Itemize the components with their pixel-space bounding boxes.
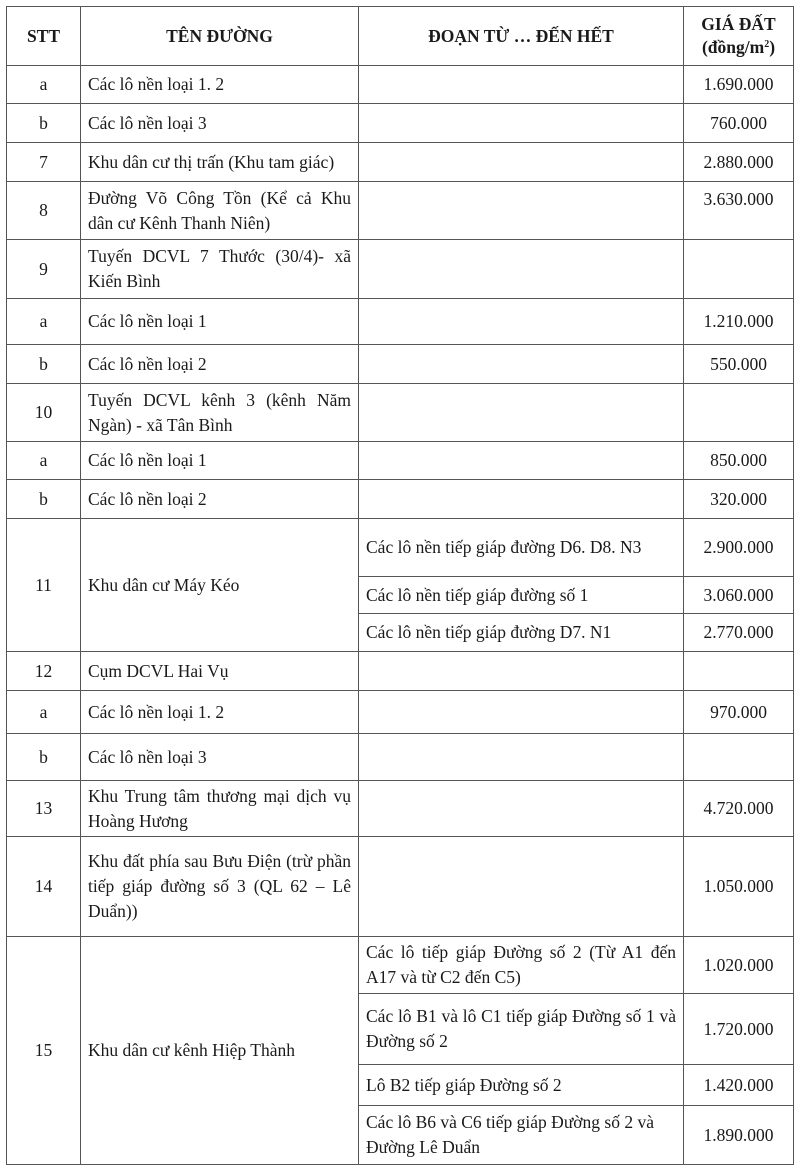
table-row xyxy=(7,734,794,781)
cell-stt: 12 xyxy=(7,652,81,691)
cell-segment: Các lô nền tiếp giáp đường số 1 xyxy=(359,577,684,614)
cell-price: 1.020.000 xyxy=(684,937,794,994)
table-row xyxy=(7,442,794,480)
table-row xyxy=(7,299,794,345)
cell-street-name: Cụm DCVL Hai Vụ xyxy=(81,652,359,691)
table-row xyxy=(7,781,794,837)
cell-street-name: Tuyến DCVL kênh 3 (kênh Năm Ngàn) - xã Tân Bình xyxy=(81,384,359,442)
cell-price: 1.210.000 xyxy=(684,299,794,345)
cell-price: 2.770.000 xyxy=(684,614,794,652)
cell-street-name: Khu Trung tâm thương mại dịch vụ Hoàng Hương xyxy=(81,781,359,837)
cell-price xyxy=(684,734,794,781)
cell-segment: Các lô nền tiếp giáp đường D6. D8. N3 xyxy=(359,519,684,577)
cell-stt: a xyxy=(7,442,81,480)
cell-street-name: Các lô nền loại 3 xyxy=(81,734,359,781)
cell-segment: Các lô nền tiếp giáp đường D7. N1 xyxy=(359,614,684,652)
header-row xyxy=(7,7,794,66)
cell-segment xyxy=(359,143,684,182)
cell-segment xyxy=(359,66,684,104)
land-price-table xyxy=(6,6,794,1165)
cell-stt: 7 xyxy=(7,143,81,182)
cell-segment xyxy=(359,734,684,781)
cell-street-name: Các lô nền loại 1 xyxy=(81,299,359,345)
cell-stt: 14 xyxy=(7,837,81,937)
table-row xyxy=(7,182,794,240)
cell-street-name: Các lô nền loại 1. 2 xyxy=(81,691,359,734)
cell-price: 2.900.000 xyxy=(684,519,794,577)
cell-street-name: Các lô nền loại 1. 2 xyxy=(81,66,359,104)
cell-price: 1.720.000 xyxy=(684,994,794,1065)
cell-stt: 11 xyxy=(7,519,81,652)
cell-street-name: Khu dân cư Máy Kéo xyxy=(81,519,359,652)
table-row xyxy=(7,837,794,937)
cell-stt: a xyxy=(7,691,81,734)
cell-segment: Các lô B6 và C6 tiếp giáp Đường số 2 và Đường Lê Duẩn xyxy=(359,1106,684,1165)
cell-street-name: Các lô nền loại 3 xyxy=(81,104,359,143)
cell-price xyxy=(684,384,794,442)
cell-segment xyxy=(359,299,684,345)
cell-price: 4.720.000 xyxy=(684,781,794,837)
table-row xyxy=(7,937,794,994)
cell-stt: a xyxy=(7,66,81,104)
cell-segment: Các lô tiếp giáp Đường số 2 (Từ A1 đến A17 và từ C2 đến C5) xyxy=(359,937,684,994)
cell-segment xyxy=(359,104,684,143)
table-row xyxy=(7,104,794,143)
cell-price: 1.050.000 xyxy=(684,837,794,937)
cell-price: 850.000 xyxy=(684,442,794,480)
cell-segment xyxy=(359,837,684,937)
cell-price: 550.000 xyxy=(684,345,794,384)
cell-stt: 10 xyxy=(7,384,81,442)
cell-price: 1.420.000 xyxy=(684,1065,794,1106)
cell-segment xyxy=(359,384,684,442)
cell-stt: b xyxy=(7,734,81,781)
cell-street-name: Khu dân cư thị trấn (Khu tam giác) xyxy=(81,143,359,182)
cell-segment xyxy=(359,345,684,384)
cell-segment xyxy=(359,480,684,519)
cell-price: 3.630.000 xyxy=(684,182,794,240)
cell-street-name: Đường Võ Công Tồn (Kể cả Khu dân cư Kênh Thanh Niên) xyxy=(81,182,359,240)
table-row xyxy=(7,519,794,577)
cell-price: 320.000 xyxy=(684,480,794,519)
cell-stt: 15 xyxy=(7,937,81,1165)
cell-stt: 8 xyxy=(7,182,81,240)
cell-segment xyxy=(359,182,684,240)
cell-price: 2.880.000 xyxy=(684,143,794,182)
header-street-name: TÊN ĐƯỜNG xyxy=(81,7,359,66)
cell-price: 1.890.000 xyxy=(684,1106,794,1165)
header-price xyxy=(684,7,794,66)
table-row xyxy=(7,691,794,734)
cell-price: 760.000 xyxy=(684,104,794,143)
table-row xyxy=(7,384,794,442)
cell-price: 3.060.000 xyxy=(684,577,794,614)
cell-stt: a xyxy=(7,299,81,345)
cell-street-name: Các lô nền loại 1 xyxy=(81,442,359,480)
cell-segment xyxy=(359,240,684,299)
cell-street-name: Tuyến DCVL 7 Thước (30/4)- xã Kiến Bình xyxy=(81,240,359,299)
cell-segment: Các lô B1 và lô C1 tiếp giáp Đường số 1 và Đường số 2 xyxy=(359,994,684,1065)
header-segment: ĐOẠN TỪ … ĐẾN HẾT xyxy=(359,7,684,66)
header-price-unit: $(đồng/m^2)$ xyxy=(701,37,776,57)
header-stt: STT xyxy=(7,7,81,66)
table-row xyxy=(7,345,794,384)
table-row xyxy=(7,143,794,182)
cell-stt: 13 xyxy=(7,781,81,837)
table-row xyxy=(7,480,794,519)
table-row xyxy=(7,240,794,299)
cell-segment xyxy=(359,781,684,837)
cell-street-name: Các lô nền loại 2 xyxy=(81,345,359,384)
cell-stt: b xyxy=(7,345,81,384)
table-row xyxy=(7,652,794,691)
cell-street-name: Các lô nền loại 2 xyxy=(81,480,359,519)
cell-segment xyxy=(359,691,684,734)
cell-price: 1.690.000 xyxy=(684,66,794,104)
cell-street-name: Khu đất phía sau Bưu Điện (trừ phần tiếp giáp đường số 3 (QL 62 – Lê Duẩn)) xyxy=(81,837,359,937)
table-row xyxy=(7,66,794,104)
cell-street-name: Khu dân cư kênh Hiệp Thành xyxy=(81,937,359,1165)
cell-stt: b xyxy=(7,480,81,519)
cell-segment: Lô B2 tiếp giáp Đường số 2 xyxy=(359,1065,684,1106)
cell-segment xyxy=(359,442,684,480)
header-price-title: GIÁ ĐẤT xyxy=(701,14,776,34)
cell-segment xyxy=(359,652,684,691)
cell-stt: 9 xyxy=(7,240,81,299)
cell-stt: b xyxy=(7,104,81,143)
cell-price: 970.000 xyxy=(684,691,794,734)
cell-price xyxy=(684,240,794,299)
cell-price xyxy=(684,652,794,691)
